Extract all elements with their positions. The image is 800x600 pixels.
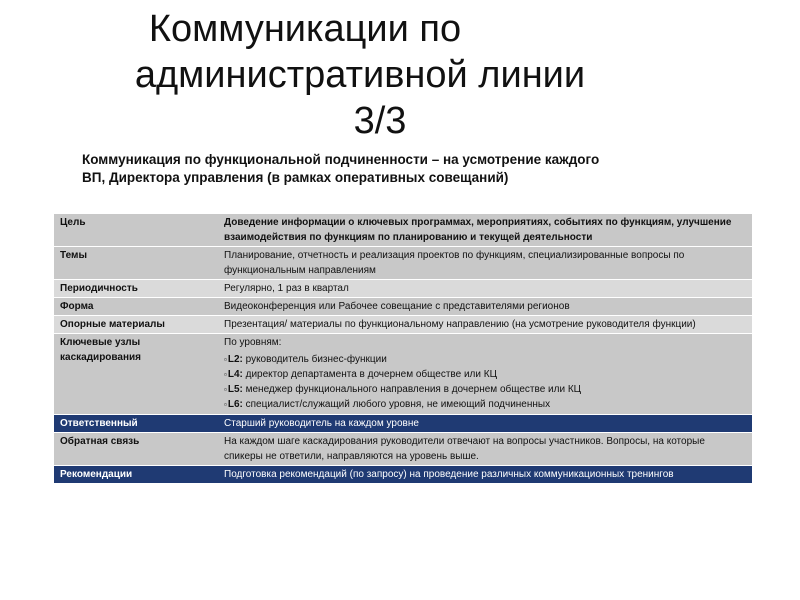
bullet-icon: ▫ [224, 355, 227, 364]
table-row-form [54, 298, 752, 316]
table-row-topics [54, 247, 752, 280]
level-code: L2: [227, 354, 243, 366]
title-line-3: 3/3 [353, 100, 407, 142]
row-key: Ответственный [54, 414, 218, 432]
bullet-icon: ▫ [224, 385, 227, 395]
title-line-1: Коммуникации по [148, 8, 462, 50]
level-text: специалист/служащий любого уровня, не имеющий подчиненных [242, 399, 551, 411]
row-value: Доведение информации о ключевых программах, мероприятиях, событиях по функциям, улучшение взаимодействия по функциям по планированию и текущей деятельности [218, 214, 752, 247]
row-value: Старший руководитель на каждом уровне [218, 414, 752, 432]
row-value: Презентация/ материалы по функциональному направлению (на усмотрение руководителя функции) [218, 316, 752, 334]
row-key: Периодичность [54, 280, 218, 298]
table-row-cascade-nodes [54, 334, 752, 415]
subtitle-line-1: Коммуникация по функциональной подчиненности – на усмотрение каждого [82, 152, 600, 167]
level-code: L4: [227, 369, 243, 381]
level-text: руководитель бизнес-функции [242, 354, 387, 366]
row-value [218, 334, 752, 415]
row-value: Видеоконференция или Рабочее совещание с представителями регионов [218, 298, 752, 316]
row-value: Подготовка рекомендаций (по запросу) на проведение различных коммуникационных тренингов [218, 465, 752, 483]
row-key: Рекомендации [54, 465, 218, 483]
row-value: На каждом шаге каскадирования руководители отвечают на вопросы участников. Вопросы, на которые спикеры не ответили, направляются на уровень выше. [218, 432, 752, 465]
row-value: Регулярно, 1 раз в квартал [218, 280, 752, 298]
row-key: Цель [54, 214, 218, 247]
levels-intro: По уровням: [224, 337, 282, 348]
level-code: L5: [227, 384, 243, 396]
row-key: Темы [54, 247, 218, 280]
row-value: Планирование, отчетность и реализация проектов по функциям, специализированные вопросы по функциональным направлениям [218, 247, 752, 280]
list-item [224, 367, 746, 382]
list-item [224, 382, 746, 397]
level-code: L6: [227, 399, 243, 411]
table-row-materials [54, 316, 752, 334]
list-item [224, 352, 746, 367]
subtitle-line-2: ВП, Директора управления (в рамках оперативных совещаний) [82, 170, 509, 185]
subtitle [82, 151, 722, 187]
page-title [60, 6, 660, 144]
table-row-recommendations [54, 465, 752, 483]
row-key: Обратная связь [54, 432, 218, 465]
bullet-icon: ▫ [224, 370, 227, 380]
row-key: Опорные материалы [54, 316, 218, 334]
bullet-icon: ▫ [224, 400, 227, 410]
table-row-periodicity [54, 280, 752, 298]
table-row-responsible [54, 414, 752, 432]
level-text: директор департамента в дочернем обществе или КЦ [242, 369, 497, 381]
levels-list [224, 352, 746, 413]
row-key: Форма [54, 298, 218, 316]
level-text: менеджер функционального направления в дочернем обществе или КЦ [242, 384, 582, 396]
row-key: Ключевые узлы каскадирования [54, 334, 218, 415]
table-row-goal [54, 214, 752, 247]
communication-table [54, 214, 752, 484]
title-line-2: административной линии [134, 54, 586, 96]
list-item [224, 397, 746, 412]
table-row-feedback [54, 432, 752, 465]
